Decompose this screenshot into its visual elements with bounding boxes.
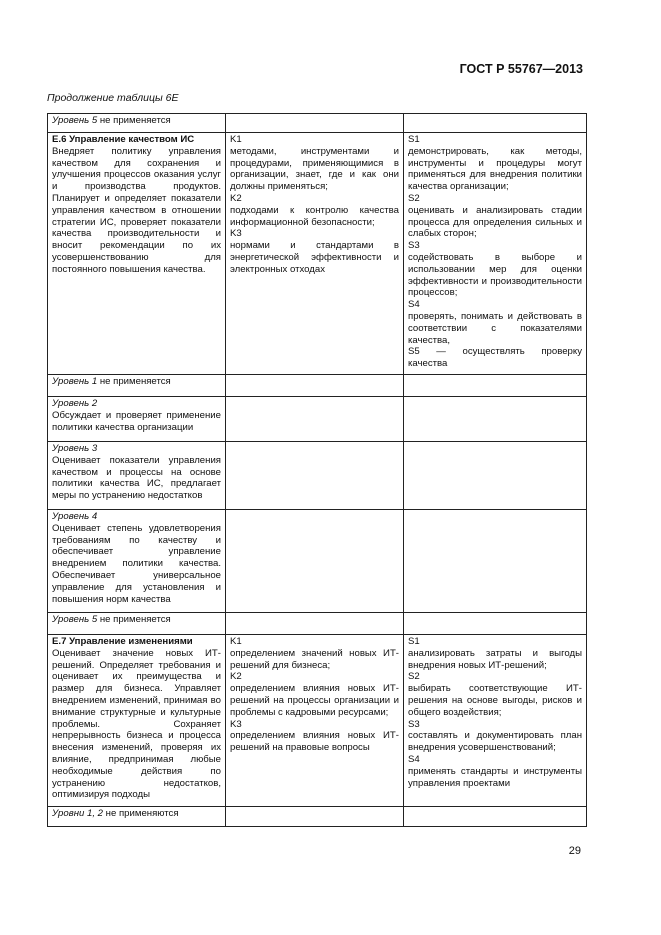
competence-description: Оценивает значение новых ИТ-решений. Определяет требования и оценивает их преимущества и размер для бизнеса. Управляет внедрением изменений, принимая во внимание структурные и культурные проблемы. Сохраняет непрерывность бизнеса и процесса внесения изменений, проверяя их влияние, предпринимая любые необходимые действия по устранению недостатков, оптимизируя подходы — [52, 647, 221, 801]
level-note: не применяется — [97, 614, 171, 625]
empty-cell — [404, 397, 587, 442]
empty-cell — [226, 807, 404, 827]
competence-cell — [48, 133, 226, 375]
table-row — [48, 635, 587, 807]
competence-title: Е.6 Управление качеством ИС — [52, 134, 195, 145]
skill-text: проверять, понимать и действовать в соответствии с показателями качества, — [408, 310, 582, 346]
skill-text: составлять и документировать план внедрения усовершенствований; — [408, 730, 582, 754]
skill-text: выбирать соответствующие ИТ-решения на основе выгоды, рисков и общего воздействия; — [408, 683, 582, 718]
level-description: Оценивает степень удовлетворения требованиям по качеству и обеспечивает управление внедрением политики качества. Обеспечивает универсальное управление для установления и повышения норм качества — [52, 522, 221, 605]
level-cell — [48, 807, 226, 827]
skill-text: применять стандарты и инструменты управления проектами — [408, 765, 582, 789]
table-row — [48, 807, 587, 827]
skill-text: S5 — осуществлять проверку качества — [408, 346, 582, 370]
table-row — [48, 375, 587, 397]
knowledge-text: нормами и стандартами в энергетической эффективности и электронных отходах — [230, 240, 399, 275]
level-note: не применяются — [103, 808, 179, 819]
knowledge-code: K1 — [230, 134, 242, 145]
page-number: 29 — [568, 845, 581, 857]
empty-cell — [404, 375, 587, 397]
level-cell — [48, 442, 226, 510]
level-label: Уровень 5 — [52, 614, 98, 625]
table-row — [48, 442, 587, 510]
level-description: Обсуждает и проверяет применение политики качества организации — [52, 409, 221, 433]
level-note: не применяется — [97, 376, 171, 387]
table-row — [48, 114, 587, 133]
competence-title: Е.7 Управление изменениями — [52, 636, 193, 647]
skills-cell — [404, 635, 587, 807]
table-row — [48, 397, 587, 442]
skill-code: S3 — [408, 718, 420, 730]
table-row — [48, 613, 587, 635]
table-row — [48, 133, 587, 375]
knowledge-text: определением влияния новых ИТ-решений на процессы организации и проблемы с кадровыми ресурсами; — [230, 683, 399, 718]
level-label: Уровень 2 — [52, 398, 98, 409]
level-cell — [48, 375, 226, 397]
empty-cell — [226, 510, 404, 613]
empty-cell — [226, 375, 404, 397]
knowledge-code: K3 — [230, 228, 242, 240]
knowledge-code: K1 — [230, 636, 242, 647]
table-row — [48, 510, 587, 613]
empty-cell — [404, 807, 587, 827]
empty-cell — [226, 397, 404, 442]
empty-cell — [404, 510, 587, 613]
skills-cell — [404, 133, 587, 375]
competence-table — [47, 113, 587, 827]
knowledge-code: K2 — [230, 192, 242, 204]
level-label: Уровень 4 — [52, 511, 98, 522]
knowledge-cell — [226, 635, 404, 807]
competence-cell — [48, 635, 226, 807]
empty-cell — [226, 442, 404, 510]
skill-text: содействовать в выборе и использовании мер для оценки эффективности и производительности процессов; — [408, 251, 582, 299]
skill-code: S2 — [408, 192, 420, 204]
knowledge-text: определением значений новых ИТ-решений для бизнеса; — [230, 647, 399, 671]
competence-description: Внедряет политику управления качеством для сохранения и улучшения процессов оказания услуг и производства продуктов. Планирует и определяет показатели управления качеством в отношении стратегии ИС, проверяет показатели качества производительности и вносит рекомендации по их усовершенствованию для постоянного повышения качества. — [52, 145, 221, 275]
level-label: Уровень 3 — [52, 443, 98, 454]
empty-cell — [226, 114, 404, 133]
knowledge-text: определением влияния новых ИТ-решений на правовые вопросы — [230, 730, 399, 754]
skill-code: S1 — [408, 636, 420, 647]
skill-text: оценивать и анализировать стадии процесса для определения сильных и слабых сторон; — [408, 204, 582, 240]
skill-code: S3 — [408, 240, 420, 252]
skill-code: S1 — [408, 134, 420, 145]
document-code: ГОСТ Р 55767—2013 — [459, 62, 583, 76]
knowledge-text: подходами к контролю качества информационной безопасности; — [230, 204, 399, 228]
level-label: Уровень 5 — [52, 115, 98, 126]
skill-code: S2 — [408, 671, 420, 683]
empty-cell — [404, 442, 587, 510]
skill-text: демонстрировать, как методы, инструменты и процедуры могут применяться для внедрения политики качества организации; — [408, 145, 582, 193]
level-description: Оценивает показатели управления качеством и процессы на основе политики качества ИС, предлагает меры по устранению недостатков — [52, 454, 221, 502]
skill-text: анализировать затраты и выгоды внедрения новых ИТ-решений; — [408, 647, 582, 671]
level-cell — [48, 510, 226, 613]
table-caption: Продолжение таблицы 6Е — [47, 92, 179, 104]
skill-code: S4 — [408, 299, 420, 311]
level-cell — [48, 613, 226, 635]
level-label: Уровень 1 — [52, 376, 98, 387]
level-cell — [48, 114, 226, 133]
knowledge-code: K3 — [230, 718, 242, 730]
level-note: не применяется — [97, 115, 171, 126]
level-cell — [48, 397, 226, 442]
knowledge-cell — [226, 133, 404, 375]
empty-cell — [404, 613, 587, 635]
empty-cell — [226, 613, 404, 635]
empty-cell — [404, 114, 587, 133]
knowledge-code: K2 — [230, 671, 242, 683]
skill-code: S4 — [408, 753, 420, 765]
level-label: Уровни 1, 2 — [52, 808, 103, 819]
knowledge-text: методами, инструментами и процедурами, применяющимися в организации, знает, где и как они должны применяться; — [230, 145, 399, 193]
